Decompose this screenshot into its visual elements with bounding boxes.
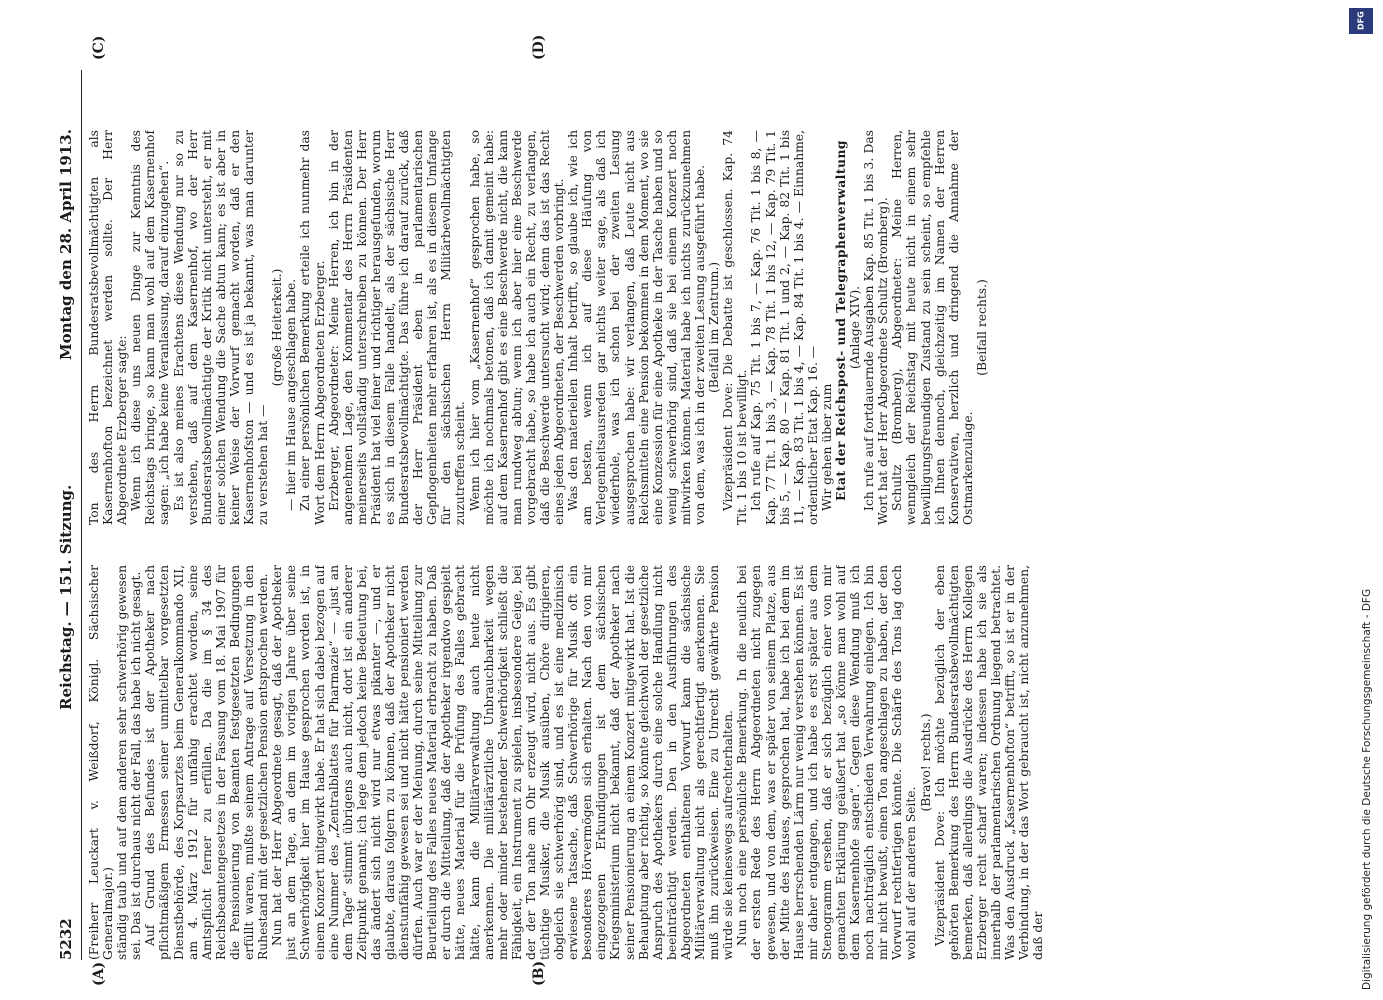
paragraph: Es ist also meines Erachtens diese Wendung nur so zu verstehen, daß auf dem Kasernenhof, wo der Herr Bundesratsbevollmächtigte der Kritik nicht untersteht, er mit einer solchen Wendung die Sache abtun kann; es ist aber in keiner Weise der Vorwurf gemacht worden, daß er den Kasernenhofston — und es ist ja bekannt, was man darunter zu verstehen hat —: [171, 130, 271, 525]
right-text-column: [87, 130, 1047, 525]
left-text-column: [87, 565, 1047, 960]
margin-marker-d: (D): [531, 34, 547, 60]
paragraph: Ich rufe auf fortdauernde Ausgaben Kap. 85 Tit. 1 bis 3. Das Wort hat der Herr Abgeordnete Schultz (Bromberg).: [862, 130, 891, 525]
paragraph: (Freiherr Leuckart v. Weißdorf, Königl. Sächsischer Generalmajor.): [87, 565, 116, 960]
paragraph: Was den materiellen Inhalt betrifft, so glaube ich, wie ich am besten, wenn ich auf diese Häufung von Verlegenheitsausreden gar nichts weiter sage, als daß ich wiederhole, was ich schon bei der zweiten Lesung ausgesprochen habe: wir verlangen, daß Leute nicht aus Reichsmitteln eine Pension bekommen in dem Moment, wo sie eine Konzession für eine Apotheke in der Tasche haben und so wenig schwerhörig sind, daß sie bei einem Konzert noch mitwirken können. Material habe ich nichts zurückzunehmen von dem, was ich in der zweiten Lesung ausgeführt habe.: [566, 130, 708, 525]
paragraph: Vizepräsident Dove: Die Debatte ist geschlossen. Kap. 74 Tit. 1 bis 10 ist bewilligt.: [721, 130, 750, 525]
session-date: Montag den 28. April 1913.: [57, 129, 75, 360]
paragraph: Vizepräsident Dove: Ich möchte bezüglich der eben gehörten Bemerkung des Herrn Bundesratsbevollmächtigten bemerken, daß allerdings die Ausdrücke des Herrn Kollegen Erzberger recht scharf waren; indessen habe ich sie als innerhalb der parlamentarischen Ordnung liegend betrachtet. Was den Ausdruck „Kasernenhofton“ betrifft, so ist er in der Verbindung, in der das Wort gebraucht ist, nicht anzunehmen, daß der: [932, 565, 1046, 960]
paragraph: — hier im Hause angeschlagen habe.: [284, 278, 299, 511]
paragraph: Nun hat der Herr Abgeordnete gesagt, daß der Apotheker just an dem Tage, an dem im vorigen Jahre über seine Schwerhörigkeit hier im Hause gesprochen worden ist, in einem Konzert mitgewirkt habe. Er hat sich dabei bezogen auf eine Nummer des „Zentralblattes für Pharmazie“ — „just an dem Tage“ stimmt übrigens auch nicht, dort ist ein anderer Zeitpunkt genannt; ich lege dem jedoch keine Bedeutung bei, das ändert sich nicht wird nur etwas pikanter —, und er glaubte, daraus folgern zu können, daß der Apotheker nicht dienstunfähig gewesen sei und nicht hätte pensioniert werden dürfen. Auch war er der Meinung, durch seine Mitteilung zur Beurteilung des Falles neues Material erbracht zu haben. Daß er durch die Mitteilung, daß der Apotheker irgendwo gespielt hätte, neues Material für die Prüfung des Falles gebracht hätte, kann die Militärverwaltung auch heute nicht anerkennen. Die militärärztliche Unbrauchbarkeit wegen mehr oder minder bestehender Schwerhörigkeit schließt die Fähigkeit, ein Instrument zu spielen, insbesondere Geige, bei der der Ton nahe am Ohr erzeugt wird, nicht aus. Es gibt tüchtige Musiker, die Musik ausüben, Chöre dirigieren, obgleich sie schwerhörig sind, und es ist eine medizinisch erwiesene Tatsache, daß Schwerhörige für Musik oft ein besonderes Hörvermögen sich erhalten. Nach den von mir eingezogenen Erkundigungen ist dem sächsischen Kriegsministerium nicht bekannt, daß der Apotheker nach seiner Pensionierung an einem Konzert mitgewirkt hat. Ist die Behauptung aber richtig, so könnte gleichwohl der gesetzliche Anspruch des Apothekers durch eine solche Handlung nicht beeinträchtigt werden. Den in den Ausführungen des Abgeordneten enthaltenen Vorwurf kann die sächsische Militärverwaltung nicht als gerechtfertigt anerkennen. Sie muß ihn zurückweisen. Eine zu Unrecht gewährte Pension würde sie keineswegs aufrechterhalten.: [270, 565, 736, 960]
credit-text: Digitalisierung gefördert durch die Deutsche Forschungsgemeinschaft - DFG: [1361, 588, 1373, 990]
paragraph: Ton des Herrn Bundesratsbevollmächtigten als Kasernenhofton bezeichnet werden sollte. Der Herr Abgeordnete Erzberger sagte:: [87, 130, 130, 525]
margin-marker-c: (C): [91, 35, 107, 60]
rotated-document-page: [51, 34, 1061, 986]
margin-marker-a: (A): [91, 961, 107, 986]
session-title: Reichstag. — 151. Sitzung.: [57, 484, 75, 710]
paragraph: Zu einer persönlichen Bemerkung erteile ich nunmehr das Wort dem Herrn Abgeordneten Erzberger.: [298, 130, 327, 525]
paragraph: (Beifall rechts.): [974, 279, 989, 376]
paragraph: Erzberger, Abgeordneter: Meine Herren, ich bin in der angenehmen Lage, den Kommentar des Herrn Präsidenten meinerseits vollständig unterschreiben zu können. Der Herr Präsident hat viel feiner und richtiger herausgefunden, worum es sich in diesem Falle handelt, als der sächsische Herr Bundesratsbevollmächtigte. Das führe ich darauf zurück, daß der Herr Präsident eben in parlamentarischen Gepflogenheiten mehr erfahren ist, als es in diesem Umfange für den sächsischen Herrn Militärbevollmächtigten zuzutreffen scheint.: [326, 130, 468, 525]
paragraph: (Anlage XIV).: [848, 285, 863, 370]
paragraph: (Beifall im Zentrum.): [707, 261, 722, 394]
paragraph: Wenn ich diese uns neuen Dinge zur Kenntnis des Reichstags bringe, so kann man wohl auf dem Kasernenhof sagen: „ich habe keine Veranlassung, darauf einzugehen“.: [129, 130, 172, 525]
paragraph: Nun noch eine persönliche Bemerkung. In die neulich bei der ersten Rede des Herrn Abgeordneten nicht zugegen gewesen, und von dem, was er später von seinem Platze, aus der Mitte des Hauses, gesprochen hat, habe ich bei dem im Hause herrschenden Lärm nur wenig verstehen können. Es ist mir daher entgangen, und ich habe es erst später aus dem Stenogramm ersehen, daß er sich bezüglich einer von mir gemachten Erklärung geäußert hat „so könne man wohl auf dem Kasernenhofe sagen“. Gegen diese Wendung muß ich noch nachträglich entschieden Verwahrung einlegen. Ich bin mir nicht bewußt, einen Ton angeschlagen zu haben, der den Vorwurf rechtfertigen könnte. Die Schärfe des Tons lag doch wohl auf der anderen Seite.: [735, 565, 919, 960]
paragraph: Schultz (Bromberg), Abgeordneter: Meine Herren, wenngleich der Reichstag mit heute nicht in einem sehr bewilligungsfreundigen Zustand zu sein scheint, so empfehle ich Ihnen dennoch, gleichzeitig im Namen der Herren Konservativen, herzlich und dringend die Annahme der Ostmarkenzulage.: [890, 130, 975, 525]
paragraph: Wenn ich hier vom „Kasernenhof“ gesprochen habe, so möchte ich nochmals betonen, daß ich damit gemeint habe: auf dem Kasernenhof gibt es eine Beschwerde nicht, die kann man rundweg abtun; wenn ich aber hier eine Beschwerde vorgebracht habe, so habe ich auch ein Recht, zu verlangen, daß die Beschwerde untersucht wird; denn das ist das Recht eines jeden Abgeordneten, der Beschwerden vorbringt.: [467, 130, 567, 525]
page-number: 5232: [57, 918, 75, 960]
page-header: [51, 70, 82, 960]
paragraph: Ich rufe auf Kap. 75 Tit. 1 bis 7, — Kap. 76 Tit. 1 bis 8, — Kap. 77 Tit. 1 bis 3, — Kap. 78 Tit. 1 bis 12, — Kap. 79 Tit. 1 bis 5, — Kap. 80 — Kap. 81 Tit. 1 und 2, — Kap. 82 Tit. 1 bis 11, — Kap. 83 Tit. 1 bis 4, — Kap. 84 Tit. 1 bis 4. — Einnahme, ordentlicher Etat Kap. 16. —: [749, 130, 820, 525]
paragraph: Wir gehen über zum: [819, 383, 834, 511]
paragraph: Auf Grund des Befundes ist der Apotheker nach pflichtmäßigem Ermessen seiner unmittelbar vorgesetzten Dienstbehörde, des Korpsarztes beim Generalkommando XII, am 4. März 1912 für unfähig erachtet worden, seine Amtspflicht ferner zu erfüllen. Da die im § 34 des Reichsbeamtengesetzes in der Fassung vom 18. Mai 1907 für die Pensionierung von Beamten festgesetzten Bedingungen erfüllt waren, mußte seinem Antrage auf Versetzung in den Ruhestand mit der gesetzlichen Pension entsprochen werden.: [143, 565, 271, 960]
paragraph: ständig taub und auf dem anderen sehr schwerhörig gewesen sei. Das ist durchaus nicht der Fall, das habe ich nicht gesagt.: [115, 565, 144, 960]
paragraph: Etat der Reichspost- und Telegraphenverwaltung: [832, 140, 848, 502]
margin-marker-b: (B): [531, 960, 547, 986]
paragraph: (große Heiterkeit.): [270, 268, 285, 387]
dfg-logo: DFG: [1349, 8, 1373, 34]
digitization-credit: [1339, 0, 1383, 1000]
paragraph: (Bravo! rechts.): [918, 713, 933, 812]
